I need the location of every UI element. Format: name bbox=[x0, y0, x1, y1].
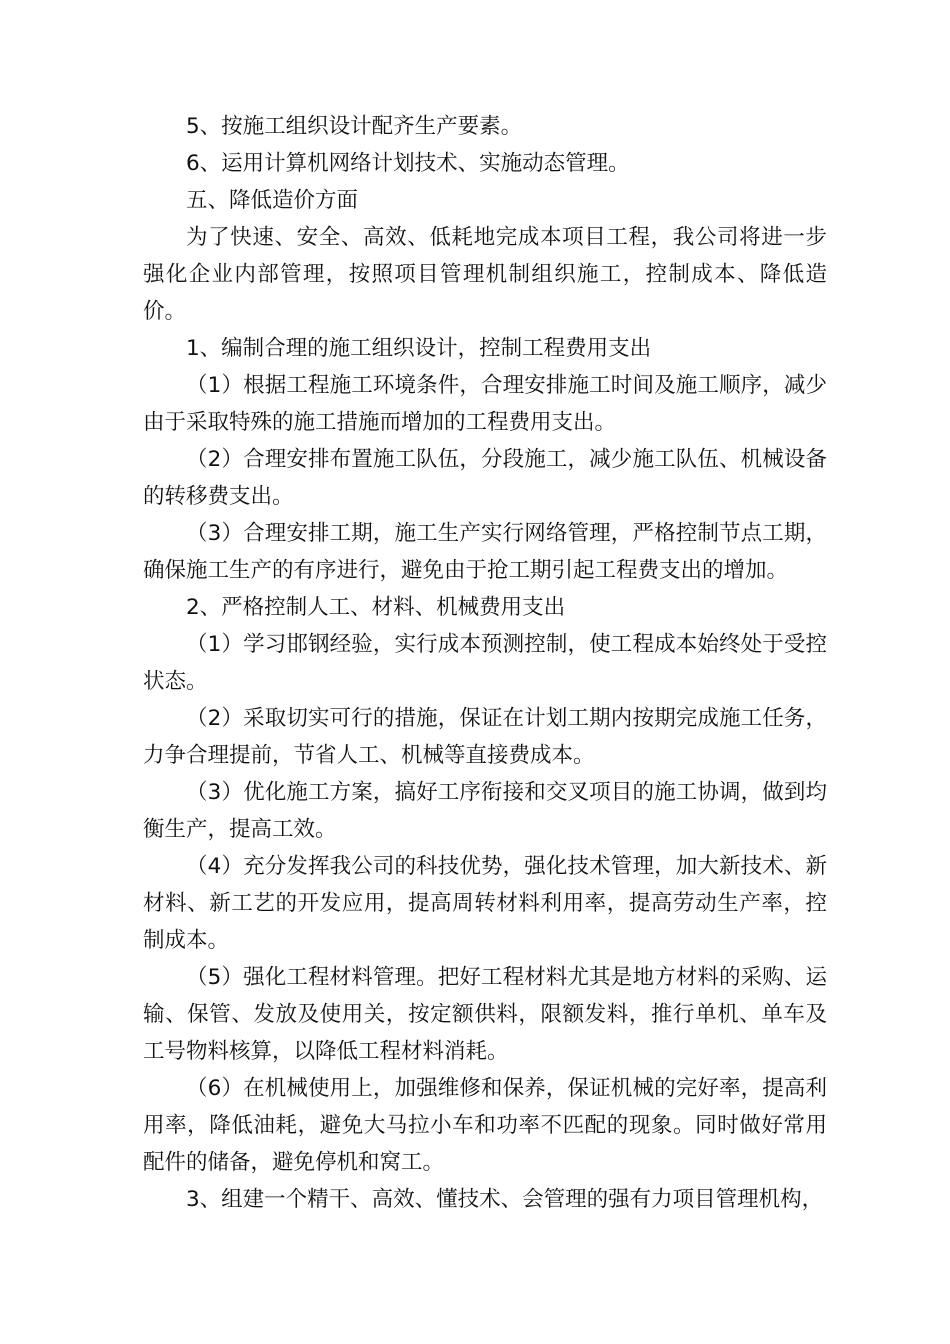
subheading-3-management-team: 3、组建一个精干、高效、懂技术、会管理的强有力项目管理机构， bbox=[186, 1187, 824, 1212]
document-body bbox=[143, 108, 827, 1218]
paragraph-1-2: （2）合理安排布置施工队伍，分段施工，减少施工队伍、机械设备的转移费支出。 bbox=[143, 447, 827, 509]
list-item-6-network-planning: 6、运用计算机网络计划技术、实施动态管理。 bbox=[186, 151, 630, 176]
intro-paragraph: 为了快速、安全、高效、低耗地完成本项目工程，我公司将进一步强化企业内部管理，按照项目管理机制组织施工，控制成本、降低造价。 bbox=[143, 225, 827, 324]
subheading-2-cost-control: 2、严格控制人工、材料、机械费用支出 bbox=[186, 595, 566, 620]
paragraph-2-2: （2）采取切实可行的措施，保证在计划工期内按期完成施工任务，力争合理提前，节省人工、机械等直接费成本。 bbox=[143, 706, 827, 768]
section-heading-cost-reduction: 五、降低造价方面 bbox=[186, 188, 359, 213]
paragraph-2-4: （4）充分发挥我公司的科技优势，强化技术管理，加大新技术、新材料、新工艺的开发应用，提高周转材料利用率，提高劳动生产率，控制成本。 bbox=[143, 854, 827, 953]
subheading-1-construction-design: 1、编制合理的施工组织设计，控制工程费用支出 bbox=[186, 336, 652, 361]
paragraph-2-1: （1）学习邯钢经验，实行成本预测控制，使工程成本始终处于受控状态。 bbox=[143, 632, 827, 694]
list-item-5-production-factors: 5、按施工组织设计配齐生产要素。 bbox=[186, 114, 523, 139]
paragraph-2-5: （5）强化工程材料管理。把好工程材料尤其是地方材料的采购、运输、保管、发放及使用关，按定额供料，限额发料，推行单机、单车及工号物料核算，以降低工程材料消耗。 bbox=[143, 965, 827, 1064]
paragraph-1-1: （1）根据工程施工环境条件，合理安排施工时间及施工顺序，减少由于采取特殊的施工措施而增加的工程费用支出。 bbox=[143, 373, 827, 435]
paragraph-2-6: （6）在机械使用上，加强维修和保养，保证机械的完好率，提高利用率，降低油耗，避免大马拉小车和功率不匹配的现象。同时做好常用配件的储备，避免停机和窝工。 bbox=[143, 1076, 827, 1175]
paragraph-1-3: （3）合理安排工期，施工生产实行网络管理，严格控制节点工期，确保施工生产的有序进行，避免由于抢工期引起工程费支出的增加。 bbox=[143, 521, 827, 583]
paragraph-2-3: （3）优化施工方案，搞好工序衔接和交叉项目的施工协调，做到均衡生产，提高工效。 bbox=[143, 780, 827, 842]
